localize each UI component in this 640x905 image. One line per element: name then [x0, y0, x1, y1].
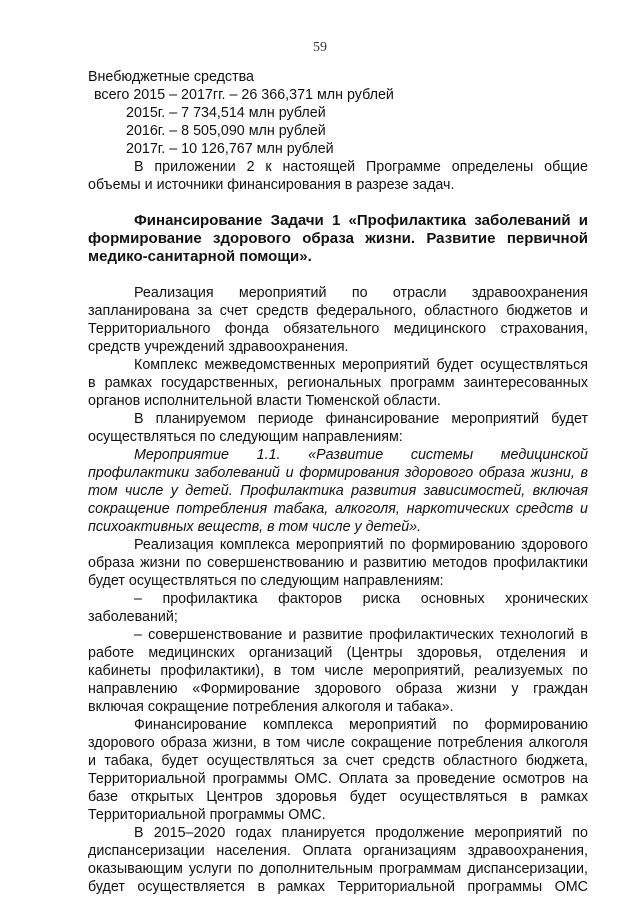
text-line: Реализация мероприятий по отрасли здравоохранения — [134, 285, 588, 301]
text-line: 2017г. – 10 126,767 млн рублей — [126, 141, 334, 157]
text-line: Финансирование комплекса мероприятий по формированию — [134, 717, 588, 733]
text-line: и табака, будет осуществляться за счет средств областного бюджета, — [88, 753, 588, 769]
measure-title: сокращение потребления табака, алкоголя, наркотических средств и — [88, 501, 588, 517]
section-heading: формирование здорового образа жизни. Развитие первичной — [88, 230, 588, 247]
measure-title: Мероприятие 1.1. «Развитие системы медицинской — [134, 447, 588, 463]
list-item: направлению «Формирование здорового образа жизни у граждан — [88, 681, 588, 697]
body-text — [88, 68, 588, 896]
list-item: кабинеты профилактики), в том числе мероприятий, реализуемых по — [88, 663, 588, 679]
text-line: Территориальной программы ОМС. Оплата за проведение осмотров на — [88, 771, 588, 787]
text-line: В планируемом периоде финансирование мероприятий будет — [134, 411, 588, 427]
text-line: всего 2015 – 2017гг. – 26 366,371 млн рублей — [94, 87, 394, 103]
text-line: Комплекс межведомственных мероприятий будет осуществляться — [134, 357, 588, 373]
page-number: 59 — [313, 40, 327, 55]
text-line: Территориального фонда обязательного медицинского страхования, — [88, 321, 588, 337]
text-line: в рамках государственных, региональных программ заинтересованных — [88, 375, 588, 391]
text-line: Внебюджетные средства — [88, 69, 255, 85]
list-item: – совершенствование и развитие профилактических технологий в — [134, 627, 588, 643]
text-line: здорового образа жизни, в том числе сокращение потребления алкоголя — [88, 735, 588, 751]
text-line: диспансеризации населения. Оплата организациям здравоохранения, — [88, 843, 588, 859]
text-line: 2015г. – 7 734,514 млн рублей — [126, 105, 326, 121]
list-item: включая сокращение потребления алкоголя и табака». — [88, 699, 454, 715]
measure-title: том числе у детей. Профилактика развития зависимостей, включая — [88, 483, 588, 499]
list-item: работе медицинских организаций (Центры здоровья, отделения и — [88, 645, 588, 661]
text-line: запланирована за счет средств федерального, областного бюджетов и — [88, 303, 588, 319]
text-line: будет осуществляться по следующим направлениям: — [88, 573, 444, 589]
text-line: органов исполнительной власти Тюменской области. — [88, 393, 441, 409]
section-heading: медико-санитарной помощи». — [88, 248, 312, 265]
text-line: Реализация комплекса мероприятий по формированию здорового — [134, 537, 588, 553]
list-item: – профилактика факторов риска основных хронических — [134, 591, 588, 607]
text-line: объемы и источники финансирования в разрезе задач. — [88, 177, 455, 193]
text-line: оказывающим услуги по дополнительным программам диспансеризации, — [88, 861, 588, 877]
list-item: заболеваний; — [88, 609, 178, 625]
section-heading: Финансирование Задачи 1 «Профилактика заболеваний и — [134, 212, 588, 229]
text-line: будет осуществляется в рамках Территориальной программы ОМС — [88, 879, 588, 895]
text-line: В приложении 2 к настоящей Программе определены общие — [134, 159, 588, 175]
measure-title: психоактивных веществ, в том числе у детей». — [88, 519, 422, 535]
text-line: образа жизни по совершенствованию и развитию методов профилактики — [88, 555, 588, 571]
text-line: 2016г. – 8 505,090 млн рублей — [126, 123, 326, 139]
text-line: осуществляться по следующим направлениям: — [88, 429, 403, 445]
text-line: В 2015–2020 годах планируется продолжение мероприятий по — [134, 825, 588, 841]
text-line: базе открытых Центров здоровья будет осуществляться в рамках — [88, 789, 588, 805]
text-line: средств учреждений здравоохранения. — [88, 339, 349, 355]
measure-title: профилактики заболеваний и формирования здорового образа жизни, в — [88, 465, 588, 481]
text-line: Территориальной программы ОМС. — [88, 807, 326, 823]
